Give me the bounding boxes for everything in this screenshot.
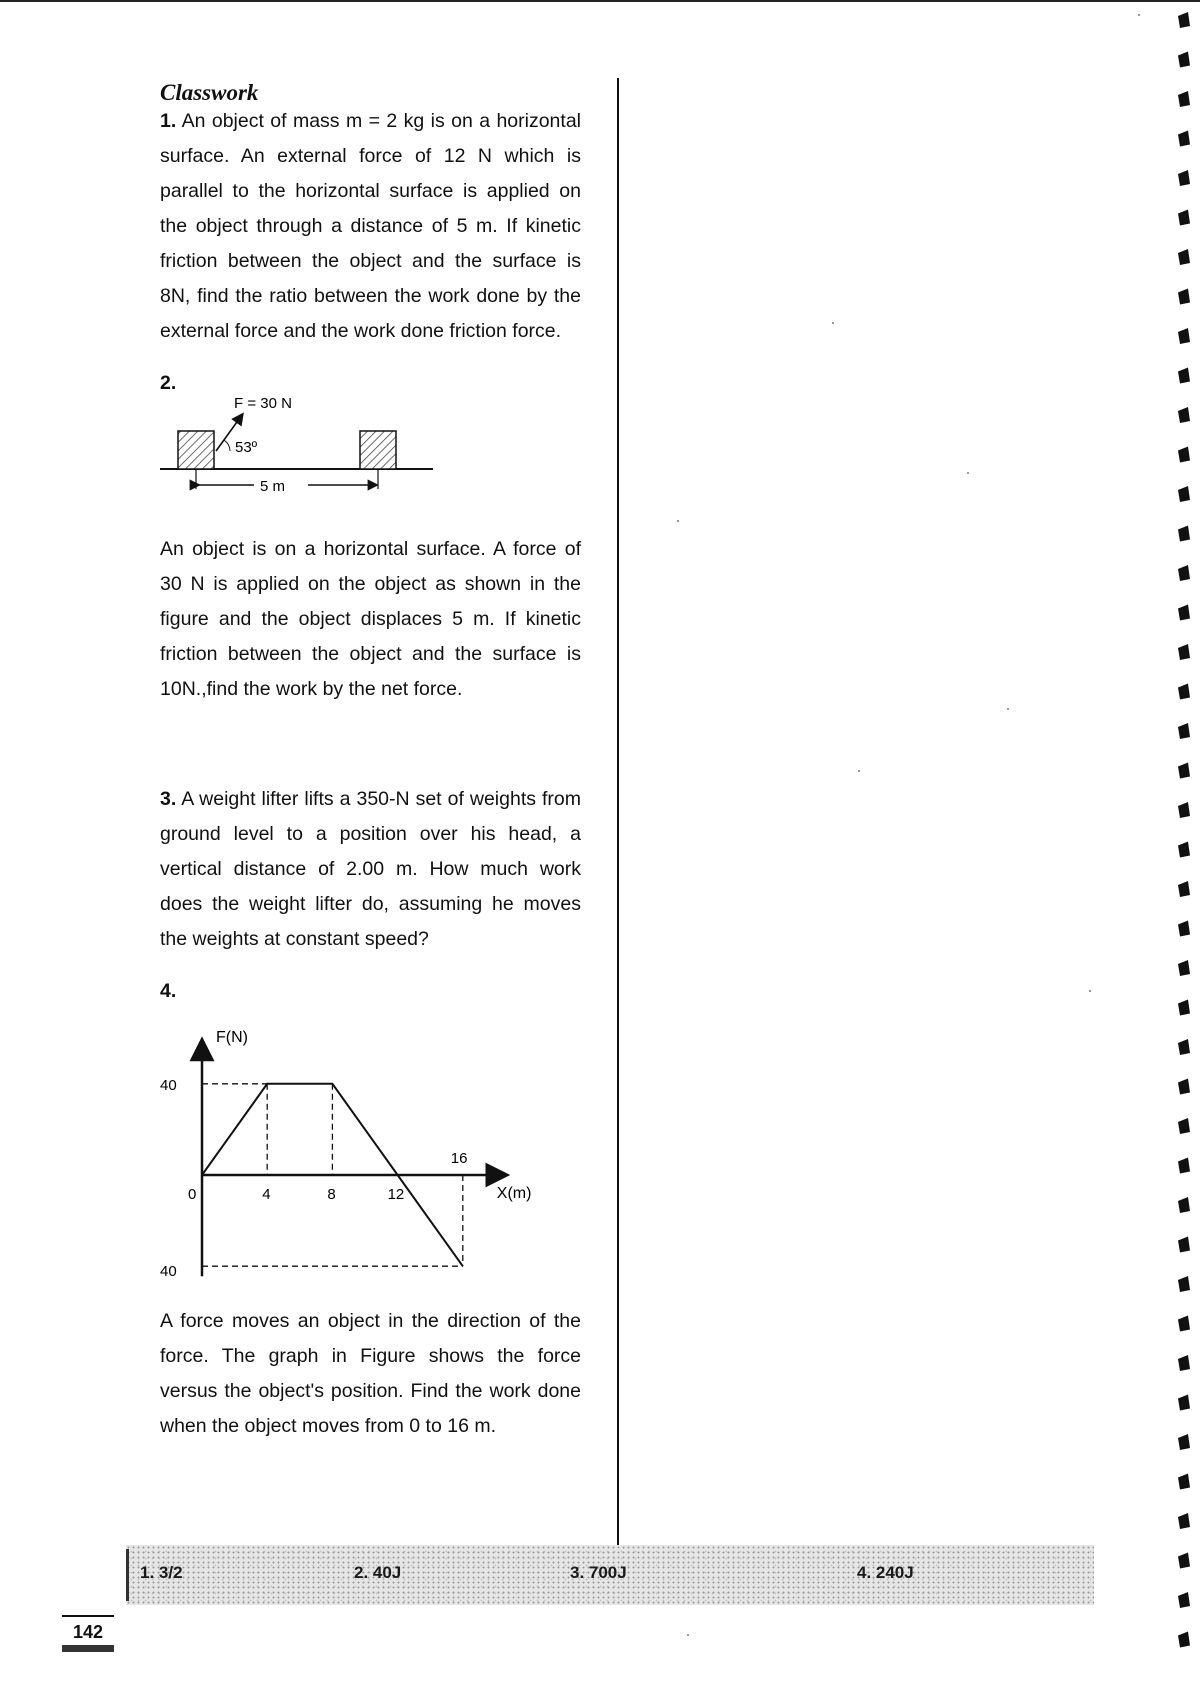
binding-hole [1178,407,1190,423]
binding-hole [1178,565,1190,581]
question-2-figure [150,385,450,500]
scan-speck [832,322,834,324]
question-3-number: 3. [160,788,177,810]
block-final [360,431,396,469]
question-1-number: 1. [160,110,177,132]
question-1 [160,104,581,349]
page-number: 142 [62,1615,114,1643]
binding-hole [1178,1632,1190,1648]
binding-hole [1178,486,1190,502]
angle-label: 53º [235,439,258,456]
answer-4: 4. 240J [857,1563,914,1582]
column-divider [617,78,619,1588]
binding-hole [1178,170,1190,186]
binding-hole [1178,210,1190,226]
answer-3: 3. 700J [570,1563,627,1582]
binding-hole [1178,289,1190,305]
answer-strip-edge [126,1549,129,1601]
x-tick-label: 0 [188,1186,197,1203]
spiral-binding [1172,0,1200,1698]
binding-hole [1178,12,1190,28]
force-label: F = 30 N [234,395,292,412]
x-tick-label: 8 [327,1186,336,1203]
binding-hole [1178,802,1190,818]
binding-hole [1178,1395,1190,1411]
scan-speck [677,520,679,522]
binding-hole [1178,644,1190,660]
binding-hole [1178,1158,1190,1174]
binding-hole [1178,1592,1190,1608]
force-position-chart [150,1005,570,1305]
question-4-number: 4. [160,980,177,1002]
scan-speck [1138,14,1140,16]
binding-hole [1178,723,1190,739]
binding-hole [1178,921,1190,937]
binding-hole [1178,91,1190,107]
y-axis-label: F(N) [216,1028,248,1046]
binding-hole [1178,1553,1190,1569]
binding-hole [1178,328,1190,344]
binding-hole [1178,1039,1190,1055]
y-tick-label: 40 [160,1076,177,1094]
answer-1: 1. 3/2 [140,1563,183,1582]
binding-hole [1178,684,1190,700]
scan-speck [1007,708,1009,710]
scan-speck [967,472,969,474]
binding-hole [1178,1513,1190,1529]
binding-hole [1178,249,1190,265]
binding-hole [1178,1000,1190,1016]
section-heading: Classwork [160,80,259,105]
binding-hole [1178,526,1190,542]
y-tick-label: 40 [160,1263,177,1281]
block-initial [178,431,214,469]
binding-hole [1178,1355,1190,1371]
answer-key-strip [126,1545,1094,1605]
x-tick-label: 12 [387,1186,405,1203]
binding-hole [1178,1316,1190,1332]
question-1-text: An object of mass m = 2 kg is on a horizontal surface. An external force of 12 N which is parallel to the horizontal surface is applied on the object through a distance of 5 m. If kinetic friction between the object and the surface is 8N, find the ratio between the work done by the external force and the work done friction force. [160,110,581,342]
top-rule [0,0,1200,2]
distance-label: 5 m [260,478,286,495]
binding-hole [1178,881,1190,897]
binding-hole [1178,605,1190,621]
angle-arc [224,440,230,451]
binding-hole [1178,368,1190,384]
question-3-text: A weight lifter lifts a 350-N set of weights from ground level to a position over his head, a vertical distance of 2.00 m. How much work does the weight lifter do, assuming he moves the weights at constant speed? [160,788,581,950]
binding-hole [1178,1237,1190,1253]
question-2-text: An object is on a horizontal surface. A force of 30 N is applied on the object as shown in the figure and the object displaces 5 m. If kinetic friction between the object and the surface is 10N.,find the work by the net force. [160,538,581,700]
binding-hole [1178,447,1190,463]
binding-hole [1178,1434,1190,1450]
scan-speck [687,1634,689,1636]
scan-speck [1089,990,1091,992]
binding-hole [1178,763,1190,779]
binding-hole [1178,960,1190,976]
binding-hole [1178,842,1190,858]
binding-hole [1178,52,1190,68]
answer-2: 2. 40J [354,1563,402,1582]
question-3 [160,782,581,957]
question-2-number: 2. [160,372,177,394]
question-4-text: A force moves an object in the direction of the force. The graph in Figure shows the force versus the object's position. Find the work done when the object moves from 0 to 16 m. [160,1310,581,1437]
binding-hole [1178,1474,1190,1490]
binding-hole [1178,1276,1190,1292]
x-axis-label: X(m) [496,1185,532,1202]
scan-speck [858,770,860,772]
x-tick-label: 16 [450,1150,468,1167]
page-number-bar [62,1645,114,1652]
binding-hole [1178,1118,1190,1134]
binding-hole [1178,1079,1190,1095]
binding-hole [1178,131,1190,147]
binding-hole [1178,1197,1190,1213]
x-tick-label: 4 [262,1186,271,1203]
